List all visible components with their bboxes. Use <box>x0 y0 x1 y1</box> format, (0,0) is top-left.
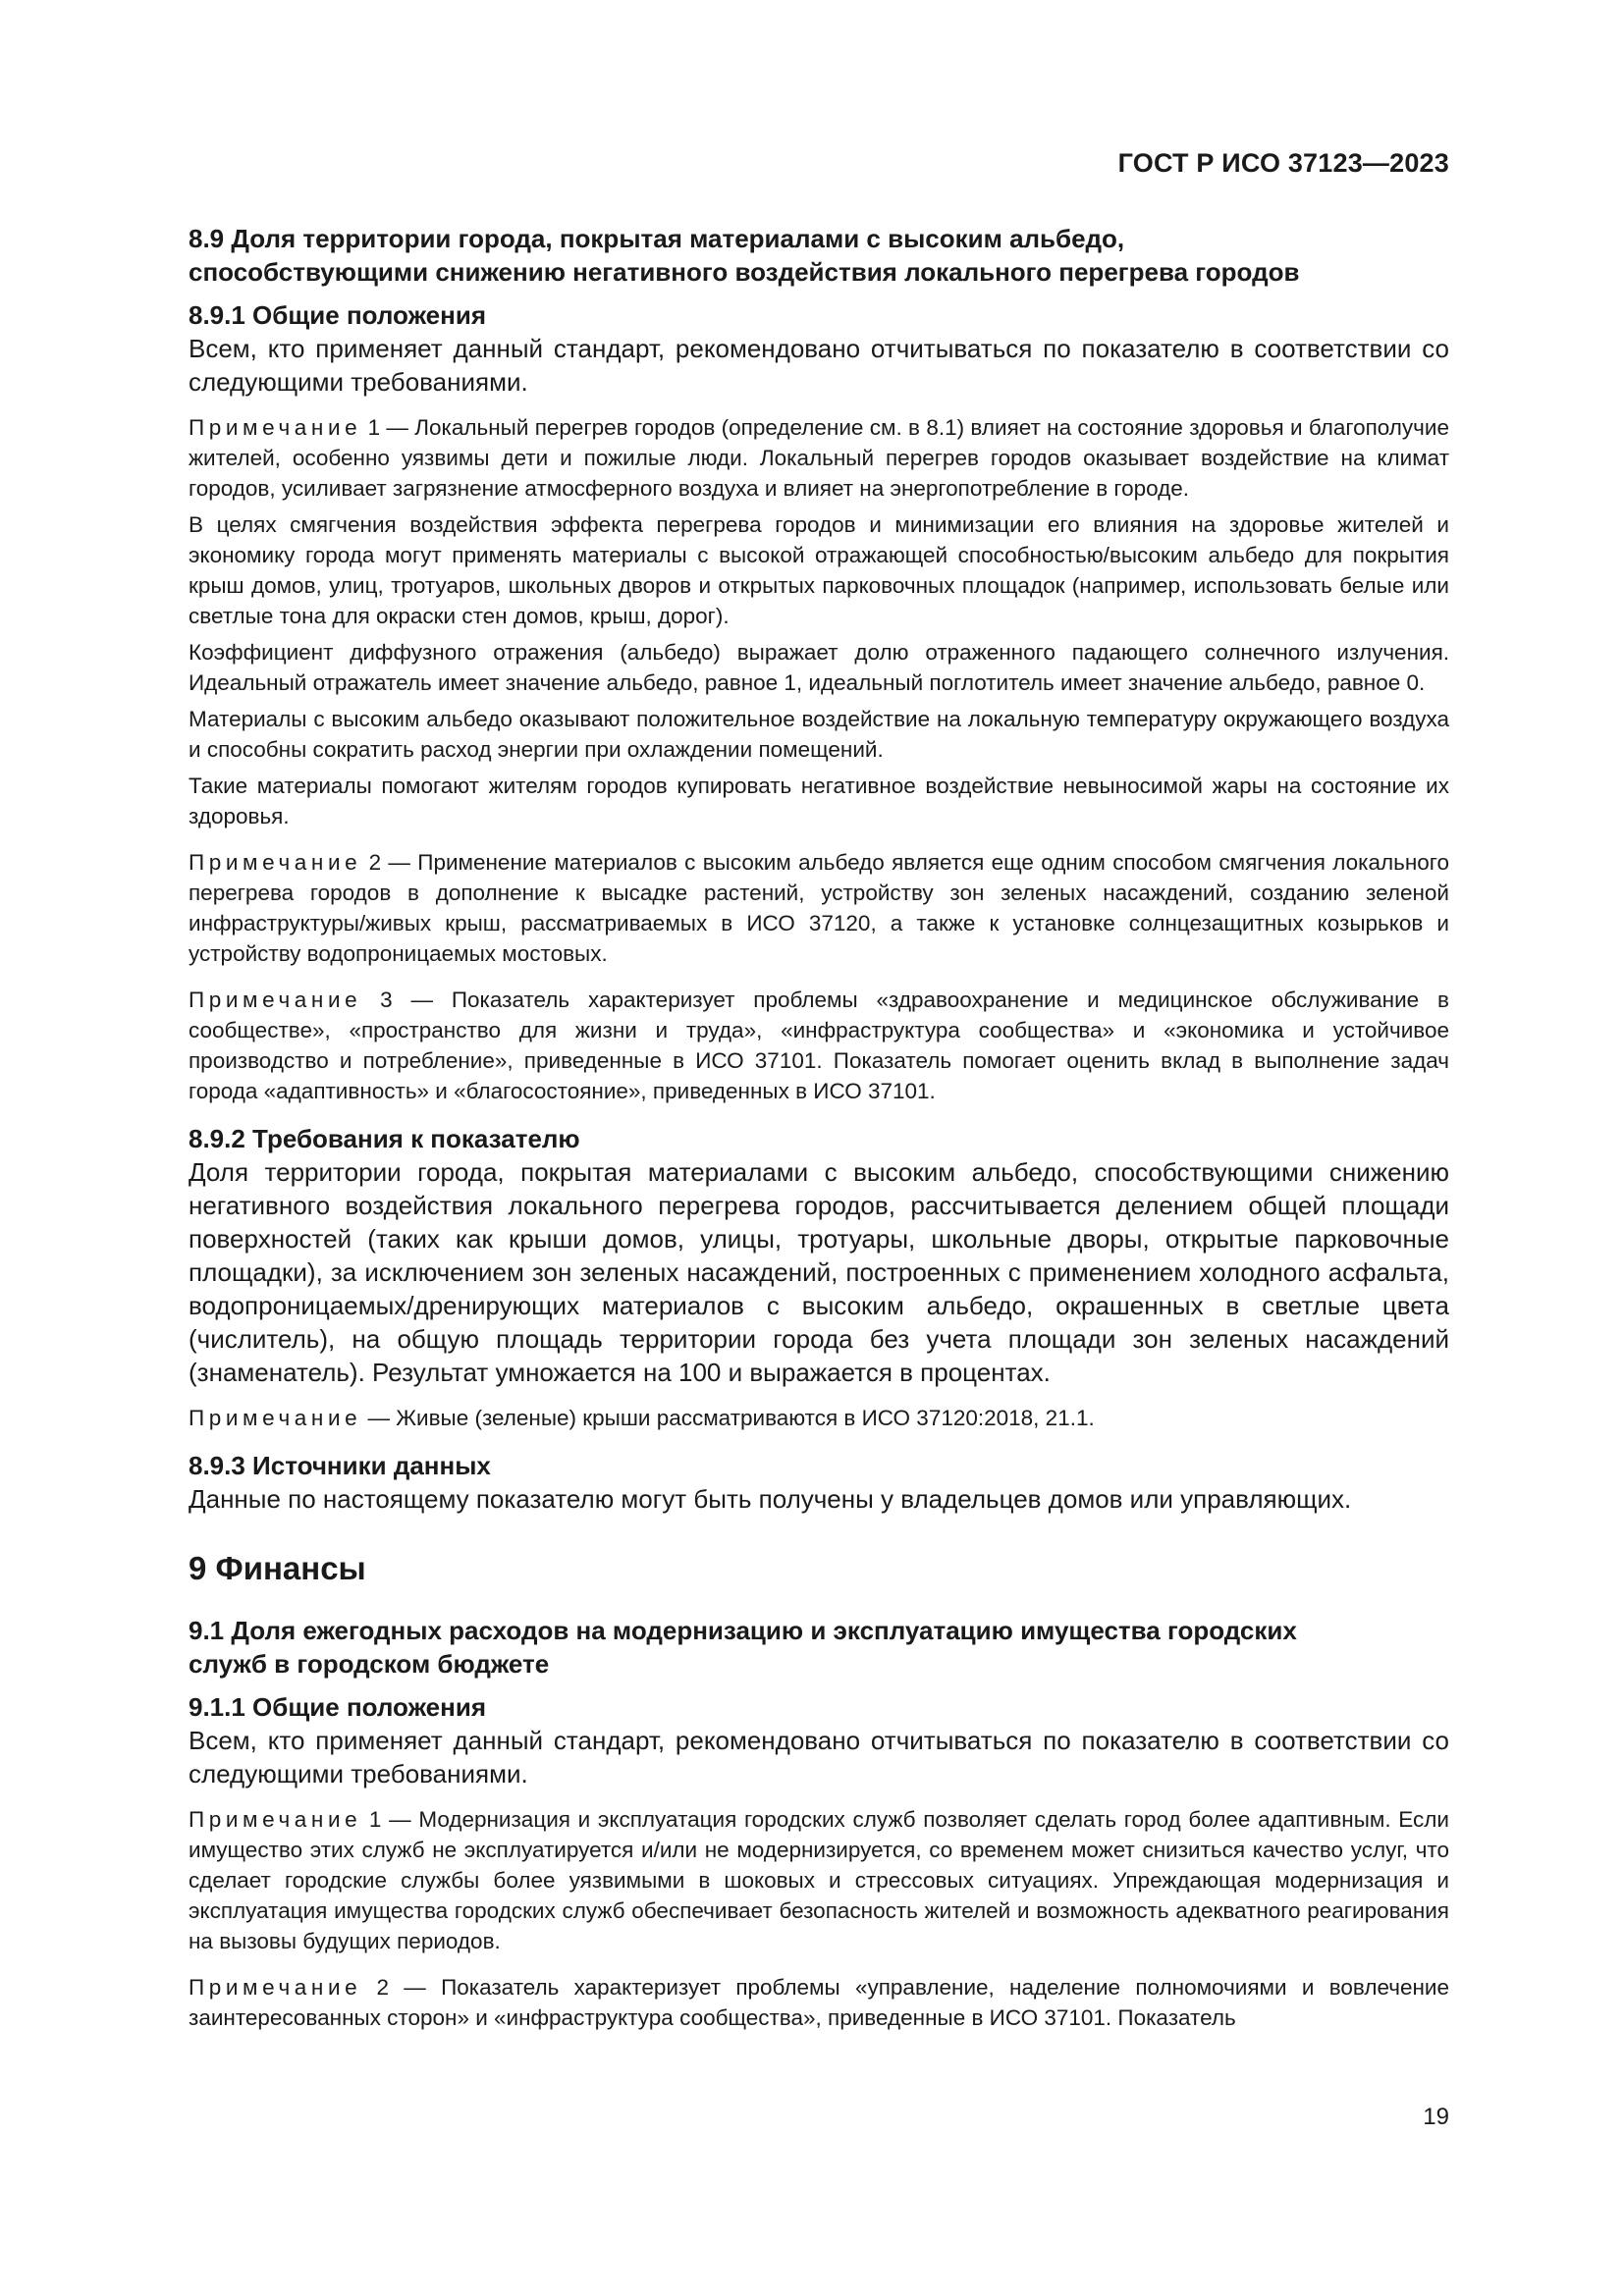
note-label: Примечание <box>189 415 362 440</box>
section-9-1-1-title: 9.1.1 Общие положения <box>189 1692 486 1722</box>
section-9-1-title-line-1: 9.1 Доля ежегодных расходов на модернизацию и эксплуатацию имущества городских <box>189 1616 1297 1645</box>
note-8-9-4 <box>189 1403 1449 1433</box>
note-8-9-1-paragraph-2: В целях смягчения воздействия эффекта перегрева городов и минимизации его влияния на здоровье жителей и экономику города могут применять материалы с высокой отражающей способностью/высоким альбедо для покрытия крыш домов, улиц, тротуаров, школьных дворов и открытых парковочных площадок (например, использовать белые или светлые тона для окраски стен домов, крыш, дорог). <box>189 512 1449 628</box>
section-8-9-1-text-content: Всем, кто применяет данный стандарт, рекомендовано отчитываться по показателю в соответствии со следующими требованиями. <box>189 334 1449 397</box>
section-8-9-3-text: Данные по настоящему показателю могут быть получены у владельцев домов или управляющих. <box>189 1484 1352 1514</box>
note-8-9-1-paragraph-4: Материалы с высоким альбедо оказывают положительное воздействие на локальную температуру окружающего воздуха и способны сократить расход энергии при охлаждении помещений. <box>189 707 1449 762</box>
note-text: 2 — Показатель характеризует проблемы «управление, наделение полномочиями и вовлечение заинтересованных сторон» и «инфраструктура сообщества», приведенные в ИСО 37101. Показатель <box>189 1975 1449 2030</box>
section-9-1-title-line-2: служб в городском бюджете <box>189 1649 550 1679</box>
note-label: Примечание <box>189 850 362 875</box>
note-label: Примечание <box>189 1975 362 2000</box>
document-code-header: ГОСТ Р ИСО 37123—2023 <box>1117 148 1449 178</box>
section-8-9-3-title: 8.9.3 Источники данных <box>189 1451 491 1480</box>
note-label: Примечание <box>189 1406 362 1430</box>
note-9-1-1 <box>189 1804 1449 1956</box>
section-8-9-1-title: 8.9.1 Общие положения <box>189 300 486 330</box>
note-text: 3 — Показатель характеризует проблемы «здравоохранение и медицинское обслуживание в сообществе», «пространство для жизни и труда», «инфраструктура сообщества» и «экономика и устойчивое производство и потребление», приведенные в ИСО 37101. Показатель помогает оценить вклад в выполнение задач города «адаптивность» и «благосостояние», приведенных в ИСО 37101. <box>189 988 1449 1103</box>
section-8-9-1-text <box>189 332 1449 399</box>
note-text: 1 — Модернизация и эксплуатация городских служб позволяет сделать город более адаптивным. Если имущество этих служб не эксплуатируется и/или не модернизируется, со временем может снизиться качество услуг, что сделает городские службы более уязвимыми в шоковых и стрессовых ситуациях. Упреждающая модернизация и эксплуатация имущества городских служб обеспечивает безопасность жителей и возможность адекватного реагирования на вызовы будущих периодов. <box>189 1807 1449 1953</box>
page-content <box>189 222 1449 2039</box>
note-label: Примечание <box>189 1807 362 1832</box>
note-9-1-2 <box>189 1972 1449 2033</box>
section-9-1-1-text: Всем, кто применяет данный стандарт, рекомендовано отчитываться по показателю в соответствии со следующими требованиями. <box>189 1726 1449 1789</box>
note-text: — Живые (зеленые) крыши рассматриваются в ИСО 37120:2018, 21.1. <box>361 1406 1095 1430</box>
note-8-9-1 <box>189 412 1449 504</box>
note-label: Примечание <box>189 988 362 1012</box>
section-8-9-2-text: Доля территории города, покрытая материалами с высоким альбедо, способствующими снижению негативного воздействия локального перегрева городов, рассчитывается делением общей площади поверхностей (таких как крыши домов, улицы, тротуары, школьные дворы, открытые парковочные площадки), за исключением зон зеленых насаждений, построенных с применением холодного асфальта, водопроницаемых/дренирующих материалов с высоким альбедо, окрашенных в светлые цвета (числитель), на общую площадь территории города без учета площади зон зеленых насаждений (знаменатель). Результат умножается на 100 и выражается в процентах. <box>189 1157 1449 1387</box>
note-text: 1 — Локальный перегрев городов (определение см. в 8.1) влияет на состояние здоровья и благополучие жителей, особенно уязвимы дети и пожилые люди. Локальный перегрев городов оказывает воздействие на климат городов, усиливает загрязнение атмосферного воздуха и влияет на энергопотребление в городе. <box>189 415 1449 501</box>
section-8-9-2-title: 8.9.2 Требования к показателю <box>189 1124 580 1153</box>
note-8-9-2 <box>189 847 1449 969</box>
chapter-9-title: 9 Финансы <box>189 1550 366 1586</box>
note-8-9-1-paragraph-5: Такие материалы помогают жителям городов купировать негативное воздействие невыносимой жары на состояние их здоровья. <box>189 774 1449 828</box>
section-8-9-title-line-2: способствующими снижению негативного воздействия локального перегрева городов <box>189 257 1300 287</box>
note-8-9-1-paragraph-3: Коэффициент диффузного отражения (альбедо) выражает долю отраженного падающего солнечного излучения. Идеальный отражатель имеет значение альбедо, равное 1, идеальный поглотитель имеет значение альбедо, равное 0. <box>189 640 1449 695</box>
note-8-9-3 <box>189 985 1449 1106</box>
page-number: 19 <box>1423 2104 1449 2130</box>
section-8-9-title-line-1: 8.9 Доля территории города, покрытая материалами с высоким альбедо, <box>189 224 1125 253</box>
note-text: 2 — Применение материалов с высоким альбедо является еще одним способом смягчения локального перегрева городов в дополнение к высадке растений, устройству зон зеленых насаждений, созданию зеленой инфраструктуры/живых крыш, рассматриваемых в ИСО 37120, а также к установке солнцезащитных козырьков и устройству водопроницаемых мостовых. <box>189 850 1449 966</box>
